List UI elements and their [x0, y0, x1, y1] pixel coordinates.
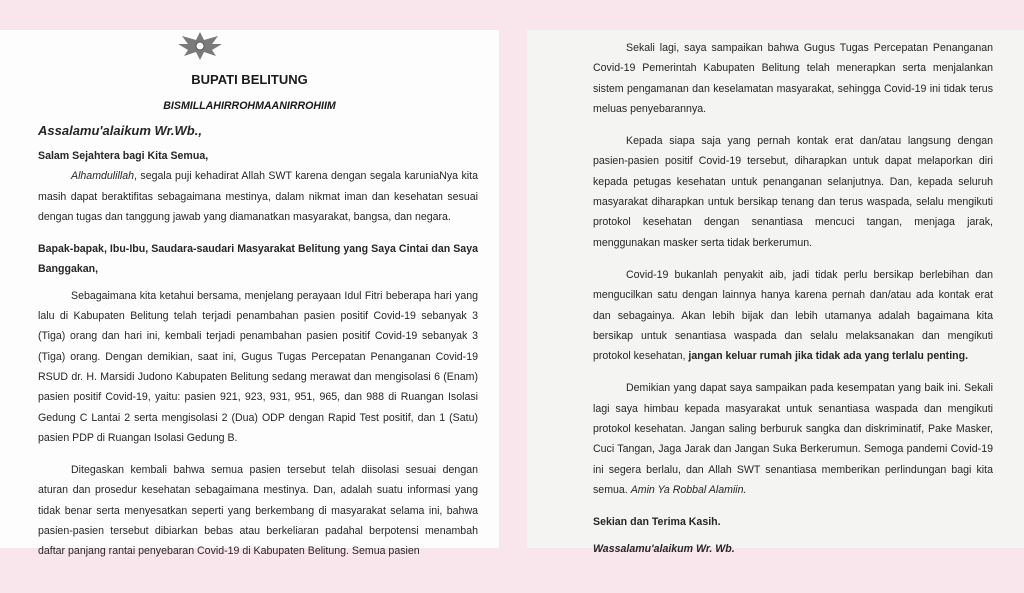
salutation: Salam Sejahtera bagi Kita Semua,: [38, 150, 209, 162]
paragraph-3: Ditegaskan kembali bahwa semua pasien tersebut telah diisolasi sesuai dengan aturan dan prosedur kesehatan sebagaimana mestinya. Dan, adalah suatu informasi yang tidak benar serta menyesatkan seperti yang berkembang di masyarakat selama ini, bahwa pasien-pasien tersebut dibiarkan bebas atau berkeliaran padahal berpotensi menambah daftar panjang rantai penyebaran Covid-19 di Kabupaten Belitung. Semua pasien: [38, 464, 478, 558]
paragraph-1: Alhamdulillah, segala puji kehadirat Allah SWT karena dengan segala karuniaNya kita masih dapat beraktifitas sebagaimana mestinya, dalam nikmat iman dan kesehatan sesuai dengan tugas dan tanggung jawab yang diamanatkan masyarakat, bangsa, dan negara.: [38, 170, 478, 223]
signoff-line: Wassalamu'alaikum Wr. Wb.: [593, 542, 735, 555]
closing-line: Sekian dan Terima Kasih.: [593, 516, 721, 529]
left-document-page: [0, 30, 499, 558]
right-body-text: [593, 38, 993, 559]
paragraph-r1: Sekali lagi, saya sampaikan bahwa Gugus Tugas Percepatan Penanganan Covid-19 Pemerintah Kabupaten Belitung telah menerapkan serta menjalankan sistem pengamanan dan keselamatan masyarakat, sehingga Covid-19 ini tidak terus meluas penyebarannya.: [593, 42, 993, 115]
page-title: BUPATI BELITUNG: [191, 72, 308, 87]
paragraph-r3: Covid-19 bukanlah penyakit aib, jadi tidak perlu bersikap berlebihan dan mengucilkan satu dengan lainnya hanya karena pernah dan/atau ada kontak erat dan sebagainya. Akan lebih bijak dan lebih utamanya adalah bagaimana kita bersikap untuk senantiasa waspada dan selalu melaksanakan dan mengikuti protokol kesehatan, jangan keluar rumah jika tidak ada yang terlalu penting.: [593, 268, 993, 363]
right-document-page: [527, 30, 1024, 555]
address-line: Bapak-bapak, Ibu-Ibu, Saudara-saudari Masyarakat Belitung yang Saya Cintai dan Saya Banggakan,: [38, 243, 478, 276]
paragraph-2: Sebagaimana kita ketahui bersama, menjelang perayaan Idul Fitri beberapa hari yang lalu di Kabupaten Belitung telah terjadi penambahan pasien positif Covid-19 sebanyak 3 (Tiga) orang dan hari ini, kembali terjadi penambahan pasien positif Covid-19 sebanyak 3 (Tiga) orang. Dengan demikian, saat ini, Gugus Tugas Percepatan Penanganan Covid-19 RSUD dr. H. Marsidi Judono Kabupaten Belitung sedang merawat dan mengisolasi 6 (Enam) pasien positif Covid-19, yaitu: pasien 921, 923, 931, 951, 965, dan 988 di Ruangan Isolasi Gedung C Lantai 2 serta mengisolasi 2 (Dua) ODP dengan Rapid Test positif, dan 1 (Satu) pasien PDP di Ruangan Isolasi Gedung B.: [38, 289, 478, 444]
bismillah-line: BISMILLAHIRROHMAANIRROHIIM: [163, 100, 336, 112]
greeting: Assalamu'alaikum Wr.Wb.,: [38, 123, 202, 138]
paragraph-r2: Kepada siapa saja yang pernah kontak erat dan/atau langsung dengan pasien-pasien positif Covid-19 tersebut, diharapkan untuk dapat melaporkan diri kepada petugas kesehatan untuk penanganan selanjutnya. Dan, kepada seluruh masyarakat diharapkan untuk bersikap tenang dan terus waspada, selalu mengikuti protokol kesehatan dengan senantiasa mencuci tangan, menjaga jarak, menggunakan masker serta tidak berkerumun.: [593, 135, 993, 249]
left-body-text: [38, 122, 478, 562]
garuda-emblem-icon: [172, 30, 228, 62]
paragraph-r4: Demikian yang dapat saya sampaikan pada kesempatan yang baik ini. Sekali lagi saya himbau kepada masyarakat untuk senantiasa waspada dan mengikuti protokol kesehatan. Jangan saling berburuk sangka dan diskriminatif, Pake Masker, Cuci Tangan, Jaga Jarak dan Jangan Suka Berkerumun. Semoga pandemi Covid-19 ini segera berlalu, dan Allah SWT senantiasa memberikan perlindungan bagi kita semua. Amin Ya Robbal Alamiin.: [593, 382, 993, 496]
